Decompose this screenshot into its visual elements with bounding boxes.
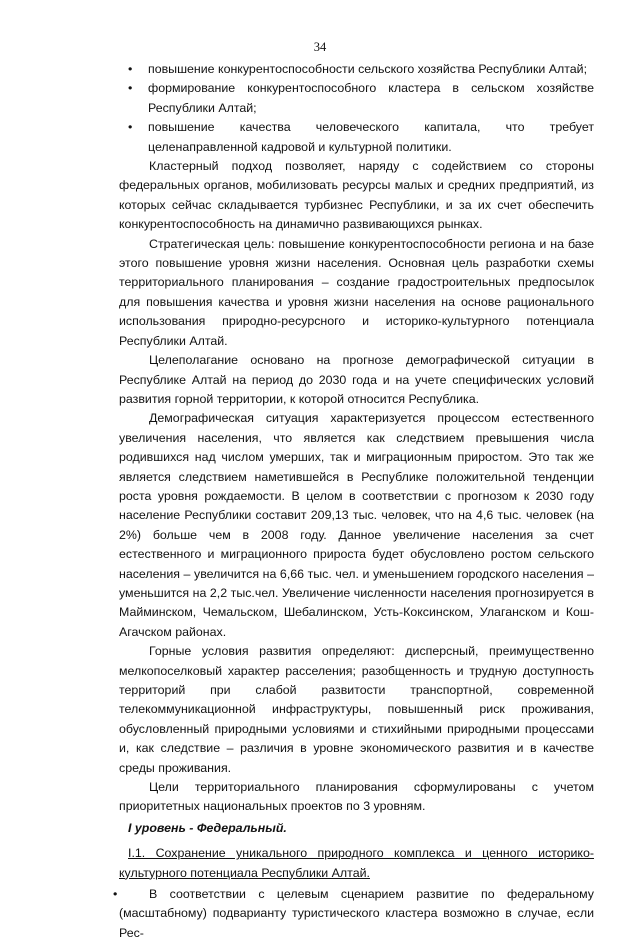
list-item-text: повышение качества человеческого капитала, что требует целенаправленной кадровой и культурной политики. — [148, 120, 594, 154]
paragraph: Горные условия развития определяют: дисперсный, преимущественно мелкопоселковый характер расселения; разобщенность и трудную доступность территорий при слабой развитости транспортной, современной телекоммуникационной инфраструктуры, повышенный риск проживания, обусловленный природными условиями и стихийными природными процессами и, как следствие – различия в уровне экономического развития и в качестве среды проживания. — [119, 644, 594, 775]
list-item-text: формирование конкурентоспособного кластера в сельском хозяйстве Республики Алтай; — [148, 81, 594, 115]
bullet-icon: • — [128, 120, 133, 135]
paragraph: Стратегическая цель: повышение конкурентоспособности региона и на базе этого повышение уровня жизни населения. Основная цель разработки схемы территориального планирования – создание градостроительных предпосылок для повышения качества и уровня жизни населения на основе рационального использования природно-ресурсного и историко-культурного потенциала Республики Алтай. — [119, 236, 594, 348]
paragraph: Цели территориального планирования сформулированы с учетом приоритетных национальных проектов по 3 уровням. — [119, 780, 594, 814]
list-item — [119, 79, 594, 118]
list-item-text: В соответствии с целевым сценарием развитие по федеральному (масштабному) подварианту туристического кластера возможно в случае, если Рес- — [119, 887, 594, 940]
list-item — [119, 60, 594, 79]
list-item-text: повышение конкурентоспособности сельского хозяйства Республики Алтай; — [148, 62, 588, 76]
bullet-list — [119, 60, 594, 157]
paragraph: Демографическая ситуация характеризуется процессом естественного увеличения населения, что является как следствием превышения числа родившихся над числом умерших, так и миграционным приростом. Это так же является следствием наметившейся в Республике положительной тенденции роста уровня рождаемости. В целом в соответствии с прогнозом к 2030 году население Республики составит 209,13 тыс. человек, что на 4,6 тыс. человек (на 2%) больше чем в 2008 году. Данное увеличение населения за счет естественного и миграционного прироста будет обусловлено ростом сельского населения – увеличится на 6,66 тыс. чел. и уменьшением городского населения – уменьшится на 2,2 тыс.чел. Увеличение численности населения прогнозируется в Майминском, Чемальском, Шебалинском, Усть-Коксинском, Улаганском и Кош-Агачском районах. — [119, 411, 594, 639]
page-number: 34 — [313, 40, 327, 54]
bullet-icon: • — [128, 81, 133, 96]
paragraph: Кластерный подход позволяет, наряду с содействием со стороны федеральных органов, мобилизовать ресурсы малых и средних предприятий, из которых сейчас складывается турбизнес Республики, и за их счет обеспечить конкурентоспособность на динамично развивающихся рынках. — [119, 159, 594, 232]
page-content — [113, 60, 594, 943]
list-item — [113, 885, 594, 943]
bullet-icon: • — [113, 887, 118, 902]
list-item — [119, 118, 594, 157]
bullet-icon: • — [128, 62, 133, 76]
paragraph: Целеполагание основано на прогнозе демографической ситуации в Республике Алтай на период до 2030 года и на учете специфических условий развития горной территории, к которой относится Республика. — [119, 353, 594, 406]
subsection-heading: I.1. Сохранение уникального природного комплекса и ценного историко-культурного потенциала Республики Алтай. — [119, 846, 594, 880]
section-heading: I уровень - Федеральный. — [128, 820, 287, 835]
